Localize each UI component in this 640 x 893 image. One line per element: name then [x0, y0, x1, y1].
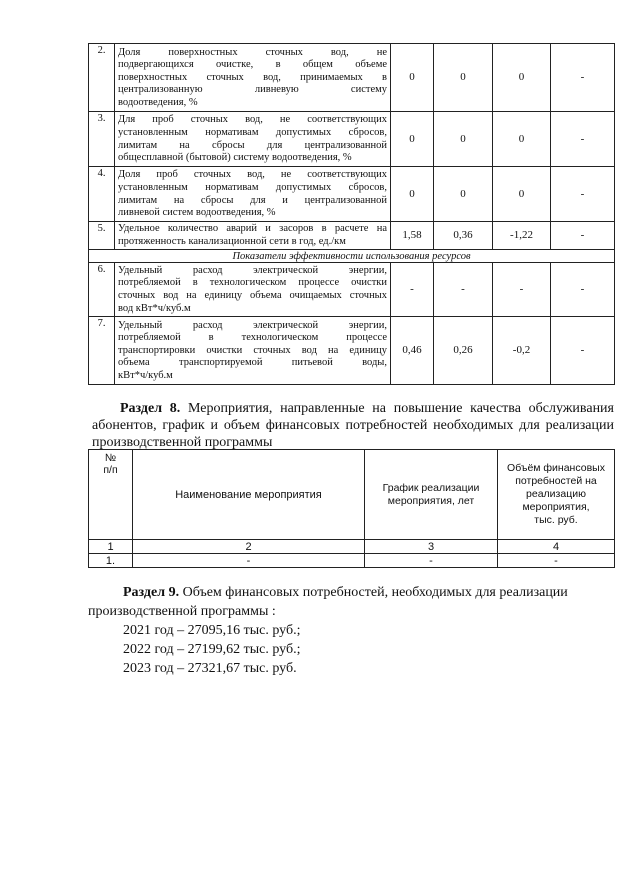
value-4: - — [551, 44, 615, 112]
value-1: 0,46 — [391, 317, 434, 385]
value-4: - — [551, 263, 615, 317]
section-9: Раздел 9. Объем финансовых потребностей, необходимых для реализации производственной программы : 2021 год – 27095,16 тыс. руб.; 2022 год – 27199,62 тыс. руб.; 2023 год – 27321,67 тыс. руб. — [88, 583, 614, 678]
value-4: - — [551, 317, 615, 385]
header-schedule: График реализации мероприятия, лет — [365, 450, 498, 540]
row-description: Удельный расход электрической энергии, потребляемой в технологическом процессе очистки сточных вод на единицу объема очищаемых сточных вод кВт*ч/куб.м — [115, 263, 391, 317]
value-2: - — [434, 263, 493, 317]
table-row — [89, 44, 615, 112]
value-1: - — [391, 263, 434, 317]
value-3: -0,2 — [493, 317, 551, 385]
index-row: 1 2 3 4 — [89, 540, 615, 554]
section-title: Показатели эффективности использования ресурсов — [89, 250, 615, 263]
section-row — [89, 250, 615, 263]
row-description: Удельное количество аварий и засоров в расчете на протяженность канализационной сети в год, ед./км — [115, 222, 391, 250]
value-1: 0 — [391, 44, 434, 112]
header-measure-name: Наименование мероприятия — [133, 450, 365, 540]
row-number: 3. — [89, 112, 115, 167]
value-3: 0 — [493, 112, 551, 167]
value-1: 0 — [391, 167, 434, 222]
year-line: 2023 год – 27321,67 тыс. руб. — [123, 661, 297, 676]
year-line: 2022 год – 27199,62 тыс. руб.; — [123, 642, 301, 657]
value-1: 1,58 — [391, 222, 434, 250]
row-number: 5. — [89, 222, 115, 250]
value-4: - — [551, 167, 615, 222]
row-description: Доля проб сточных вод, не соответствующих установленным нормативам допустимых сбросов, лимитам на сбросы для и централизованной ливневой систем водоотведения, % — [115, 167, 391, 222]
value-4: - — [551, 222, 615, 250]
value-3: 0 — [493, 44, 551, 112]
table-row — [89, 317, 615, 385]
header-row — [89, 450, 615, 540]
row-description: Для проб сточных вод, не соответствующих установленным нормативам допустимых сбросов, лимитам на сбросы для централизованной общесплавной (бытовой) систему водоотведения, % — [115, 112, 391, 167]
section-9-label: Раздел 9. — [123, 585, 180, 600]
value-3: -1,22 — [493, 222, 551, 250]
header-number: № п/п — [89, 450, 133, 540]
value-2: 0 — [434, 112, 493, 167]
value-2: 0,26 — [434, 317, 493, 385]
indicators-table — [88, 43, 615, 385]
value-4: - — [551, 112, 615, 167]
year-line: 2021 год – 27095,16 тыс. руб.; — [123, 623, 301, 638]
value-3: - — [493, 263, 551, 317]
table-row — [89, 222, 615, 250]
value-2: 0 — [434, 44, 493, 112]
row-description: Доля поверхностных сточных вод, не подвергающихся очистке, в общем объеме поверхностных сточных вод, принимаемых в централизованную ливневую систему водоотведения, % — [115, 44, 391, 112]
table-row — [89, 112, 615, 167]
header-financing: Объём финансовых потребностей на реализацию мероприятия, тыс. руб. — [498, 450, 615, 540]
value-3: 0 — [493, 167, 551, 222]
row-number: 4. — [89, 167, 115, 222]
table-row — [89, 167, 615, 222]
row-number: 7. — [89, 317, 115, 385]
row-number: 2. — [89, 44, 115, 112]
value-1: 0 — [391, 112, 434, 167]
table-row: 1. - - - — [89, 554, 615, 568]
measures-table — [88, 449, 615, 568]
row-number: 6. — [89, 263, 115, 317]
value-2: 0 — [434, 167, 493, 222]
value-2: 0,36 — [434, 222, 493, 250]
row-description: Удельный расход электрической энергии, потребляемой в технологическом процессе транспортировки очистки сточных вод на единицу объема транспортируемой питьевой воды, кВт*ч/куб.м — [115, 317, 391, 385]
section-8-heading: Раздел 8. Мероприятия, направленные на повышение качества обслуживания абонентов, график и объем финансовых потребностей необходимых для реализации производственной программы — [92, 401, 614, 450]
section-8-label: Раздел 8. — [120, 401, 181, 416]
table-row — [89, 263, 615, 317]
